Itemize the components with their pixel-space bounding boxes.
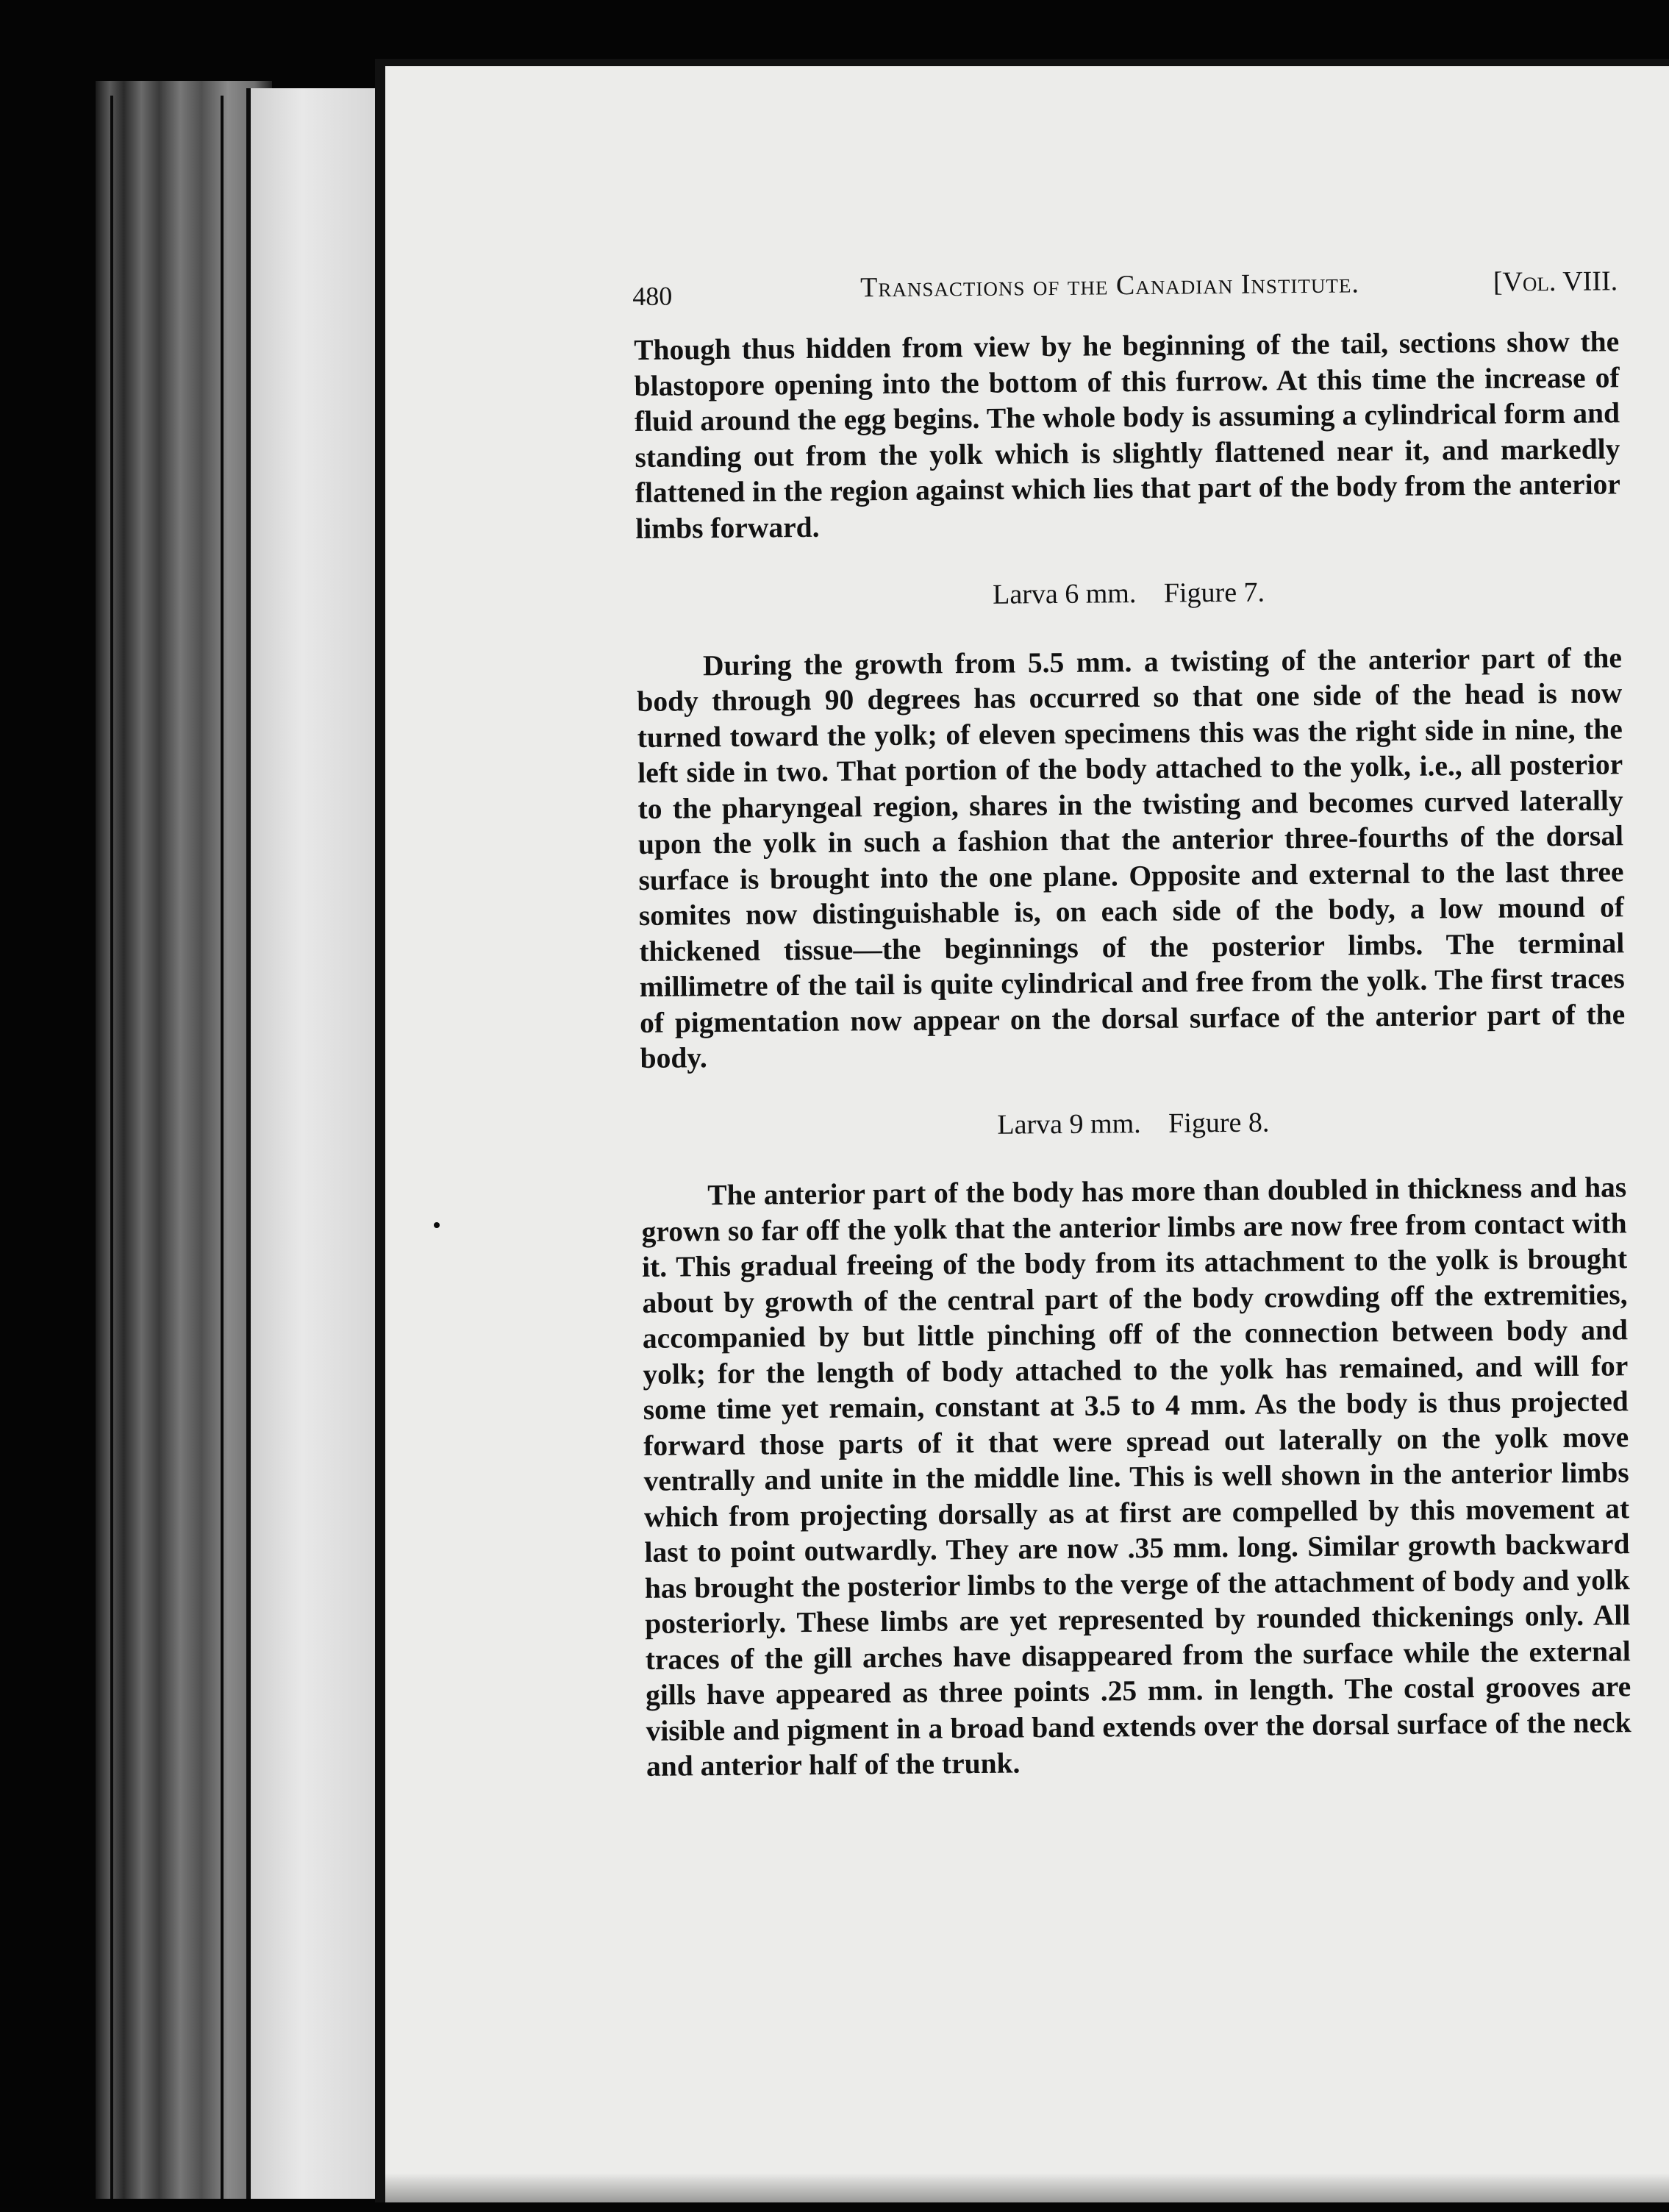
speck-mark (434, 1222, 440, 1228)
section-stage: Larva 9 mm. (997, 1107, 1141, 1141)
page-edge-line (110, 96, 113, 2199)
page-number: 480 (632, 281, 673, 311)
section-figure: Figure 8. (1168, 1106, 1270, 1139)
paragraph: During the growth from 5.5 mm. a twisting of the anterior part of the body through 90 degrees has occurred so that one side of the head is now turned toward the yolk; of eleven specimens this was the right side in nine, the left side in two. That portion of the body attached to the yolk, i.e., all posterior to the pharyngeal region, shares in the twisting and becomes curved laterally upon the yolk in such a fashion that the anterior three-fourths of the dorsal surface is brought into the one plane. Opposite and external to the last three somites now distinguishable is, on each side of the body, a low mound of thickened tissue—the beginnings of the posterior limbs. The terminal millimetre of the tail is quite cylindrical and free from the yolk. The first traces of pigmentation now appear on the dorsal surface of the anterior part of the body. (637, 641, 1626, 1074)
section-stage: Larva 6 mm. (992, 578, 1137, 610)
body-text (634, 324, 1632, 1784)
running-title: Transactions of the Canadian Institute. (859, 268, 1360, 304)
paragraph: The anterior part of the body has more than doubled in thickness and has grown so far off the yolk that the anterior limbs are now free from contact with it. This gradual freeing of the body from its attachment to the yolk is brought about by growth of the central part of the body crowding off the extremities, accompanied by but little pinching off of the connection between body and yolk; for the length of body attached to the yolk has remained, and will for some time yet remain, constant at 3.5 to 4 mm. As the body is thus projected forward those parts of it that were spread out laterally on the yolk move ventrally and unite in the middle line. This is well shown in the anterior limbs which from projecting dorsally as at first are compelled by this movement at last to point outwardly. They are now .35 mm. long. Similar growth backward has brought the posterior limbs to the verge of the attachment of body and yolk posteriorly. These limbs are yet represented by rounded thickenings only. All traces of the gill arches have disappeared from the surface while the external gills have appeared as three points .25 mm. in length. The costal grooves are visible and pigment in a broad band extends over the dorsal surface of the neck and anterior half of the trunk. (641, 1171, 1632, 1783)
book-page-edges (96, 81, 272, 2199)
volume-label: [Vol. VIII. (1493, 265, 1618, 298)
section-figure: Figure 7. (1163, 577, 1265, 609)
page-edge-line (221, 96, 224, 2199)
paragraph: Though thus hidden from view by he beginning of the tail, sections show the blastopore opening into the bottom of this furrow. At this time the increase of fluid around the egg begins. The whole body is assuming a cylindrical form and standing out from the yolk which is slightly flattened near it, and markedly flattened in the region against which lies that part of the body from the anterior limbs forward. (634, 325, 1621, 545)
section-heading (636, 571, 1621, 616)
section-heading (640, 1102, 1626, 1146)
running-header (632, 265, 1618, 318)
inner-page-sheet (246, 88, 379, 2199)
